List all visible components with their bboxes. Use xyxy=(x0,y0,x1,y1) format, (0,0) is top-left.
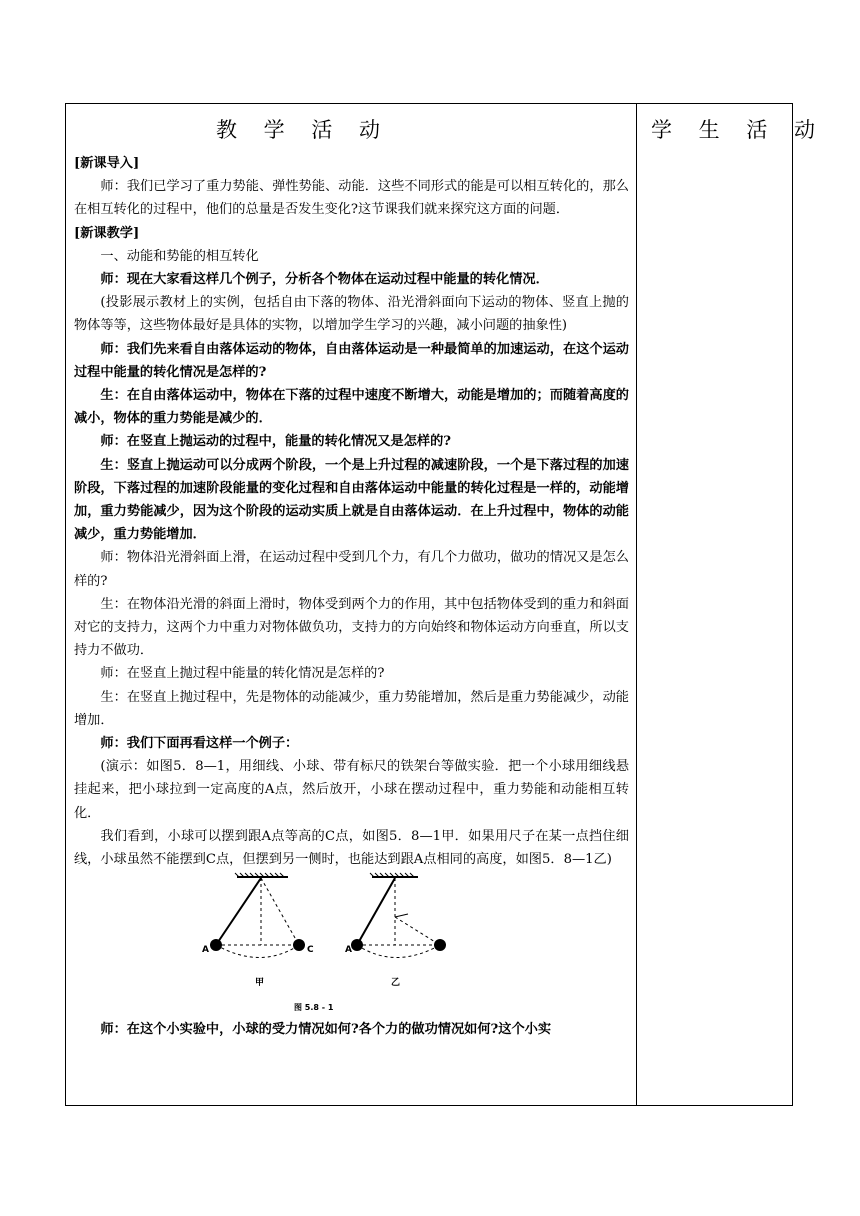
paragraph: 生：在竖直上抛过程中，先是物体的动能减少，重力势能增加，然后是重力势能减少，动能增加． xyxy=(74,689,629,728)
pendulum-left xyxy=(210,873,305,958)
pendulum-right xyxy=(351,873,446,958)
label-point-a-right: A xyxy=(345,945,352,956)
label-point-c: C xyxy=(307,945,314,956)
paragraph: 师：在竖直上抛运动的过程中，能量的转化情况又是怎样的? xyxy=(100,434,451,450)
paragraph: 师：我们已学习了重力势能、弹性势能、动能．这些不同形式的能是可以相互转化的，那么在相互转化的过程中，他们的总量是否发生变化?这节课我们就来探究这方面的问题． xyxy=(74,179,629,218)
pendulum-figure xyxy=(74,872,629,1013)
paragraph: 生：竖直上抛运动可以分成两个阶段，一个是上升过程的减速阶段，一个是下落过程的加速阶段，下落过程的加速阶段能量的变化过程和自由落体运动中能量的转化过程是一样的，动能增加，重力势能减少，因为这个阶段的运动实质上就是自由落体运动．在上升过程中，物体的动能减少，重力势能增加． xyxy=(74,457,629,543)
lesson-content xyxy=(74,152,629,1042)
paragraph: [新课教学] xyxy=(74,225,140,241)
student-activity-heading: 学 生 活 动 xyxy=(651,118,826,142)
paragraph: 师：物体沿光滑斜面上滑，在运动过程中受到几个力，有几个力做功，做功的情况又是怎么样的? xyxy=(74,550,629,589)
paragraph: [新课导入] xyxy=(74,156,140,171)
label-point-a-left: A xyxy=(202,945,209,956)
paragraph: (投影展示教材上的实例，包括自由下落的物体、沿光滑斜面向下运动的物体、竖直上抛的物体等等，这些物体最好是具体的实物，以增加学生学习的兴趣，减小问题的抽象性) xyxy=(74,295,629,334)
student-activity-cell xyxy=(637,104,826,1105)
final-paragraph: 师：在这个小实验中，小球的受力情况如何?各个力的做功情况如何?这个小实 xyxy=(100,1022,552,1038)
paragraph: 一、动能和势能的相互转化 xyxy=(100,248,259,264)
paragraph: 师：在竖直上抛过程中能量的转化情况是怎样的? xyxy=(100,666,385,682)
paragraph: (演示：如图5．8—1，用细线、小球、带有标尺的铁架台等做实验．把一个小球用细线悬挂起来，把小球拉到一定高度的A点，然后放开，小球在摆动过程中，重力势能和动能相互转化． xyxy=(74,759,629,821)
caption-left: 甲 xyxy=(255,978,265,989)
paragraph: 师：我们下面再看这样一个例子： xyxy=(100,736,299,752)
teaching-activity-heading: 教 学 活 动 xyxy=(216,118,391,142)
caption-right: 乙 xyxy=(391,978,401,989)
paragraph: 生：在物体沿光滑的斜面上滑时，物体受到两个力的作用，其中包括物体受到的重力和斜面对它的支持力，这两个力中重力对物体做负功，支持力的方向始终和物体运动方向垂直，所以支持力不做功． xyxy=(74,596,629,659)
paragraph: 我们看到，小球可以摆到跟A点等高的C点，如图5．8—1甲．如果用尺子在某一点挡住细线，小球虽然不能摆到C点，但摆到另一侧时，也能达到跟A点相同的高度，如图5．8—1乙) xyxy=(74,828,629,868)
teaching-activity-cell xyxy=(66,104,636,1105)
paragraph: 师：现在大家看这样几个例子，分析各个物体在运动过程中能量的转化情况． xyxy=(100,272,549,288)
figure-caption: 图 5.8 - 1 xyxy=(294,1003,334,1013)
paragraph-list xyxy=(74,152,629,871)
paragraph: 生：在自由落体运动中，物体在下落的过程中速度不断增大，动能是增加的；而随着高度的减小，物体的重力势能是减少的． xyxy=(74,388,629,427)
paragraph: 师：我们先来看自由落体运动的物体，自由落体运动是一种最简单的加速运动，在这个运动过程中能量的转化情况是怎样的? xyxy=(74,341,629,380)
